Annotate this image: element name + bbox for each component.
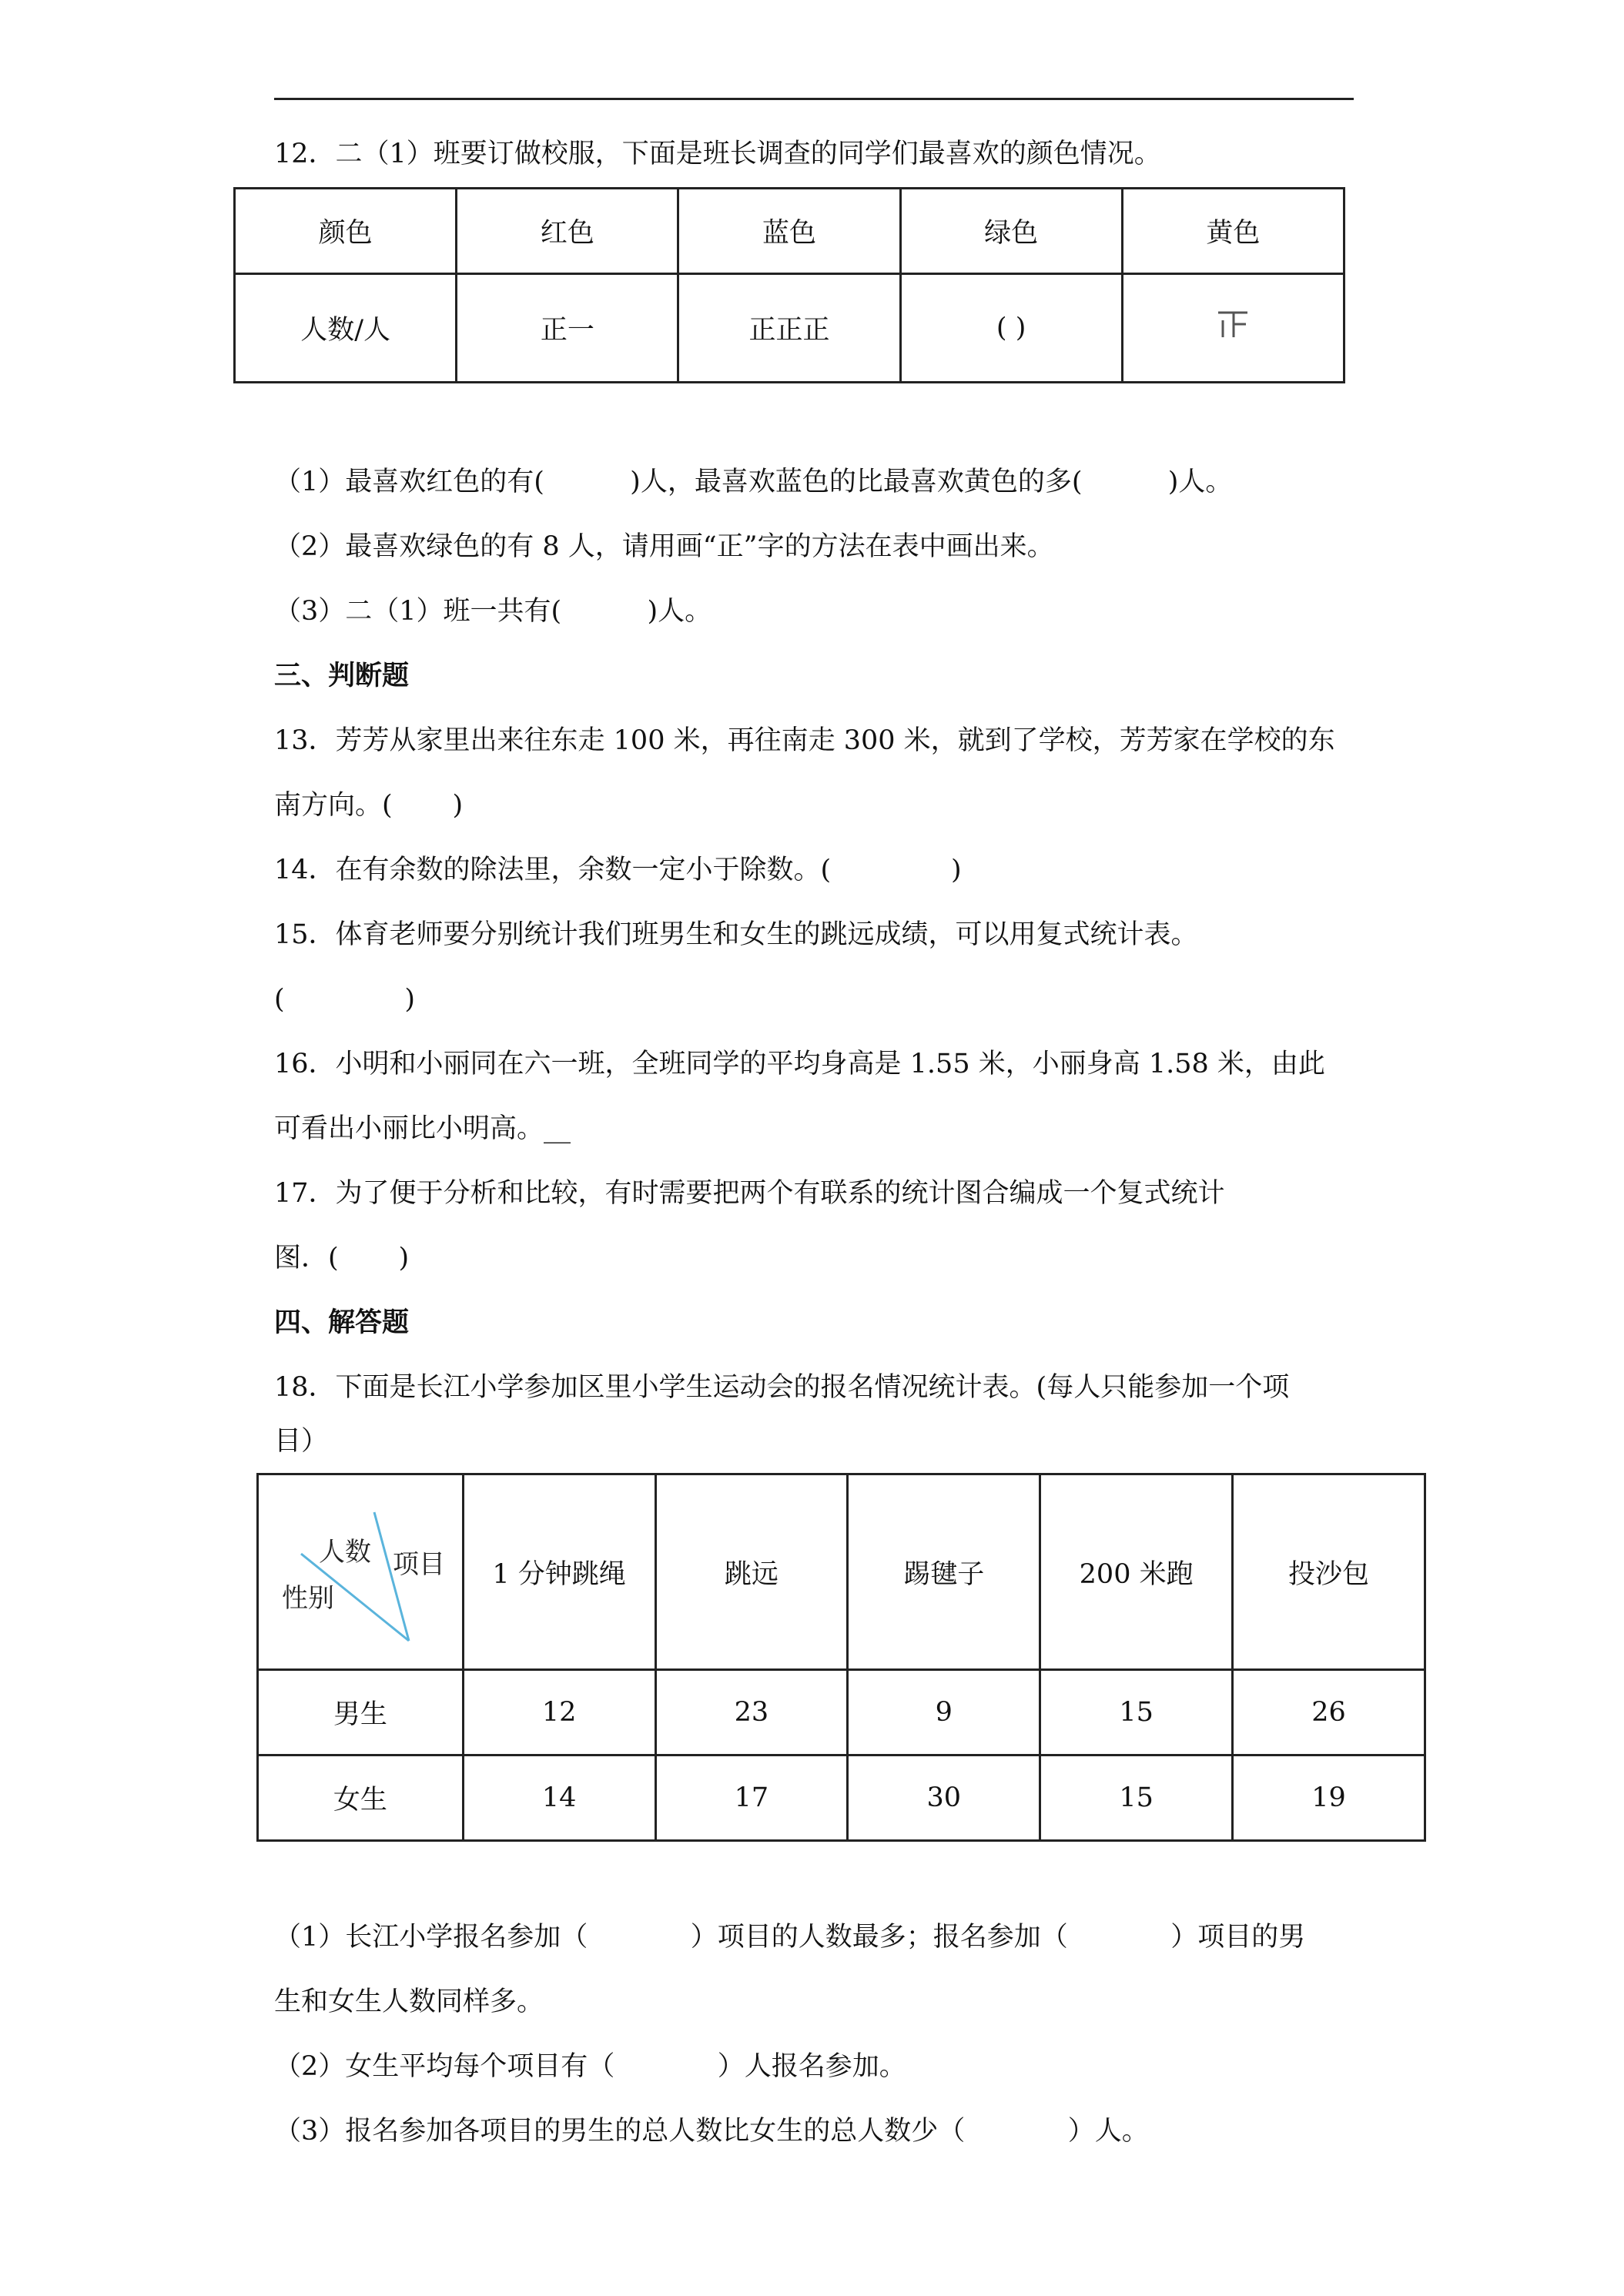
row-label: 人数/人 [235,274,457,383]
q18-line1: 18．下面是长江小学参加区里小学生运动会的报名情况统计表。(每人只能参加一个项 [274,1372,1290,1403]
table-cell: 15 [1040,1670,1233,1755]
row-label: 女生 [258,1755,464,1841]
header-cell: 1 分钟跳绳 [463,1474,655,1670]
q17-line2: 图．( ) [274,1243,410,1274]
q15-line2: ( ) [274,984,416,1015]
q12-sub3: （3）二（1）班一共有( )人。 [274,596,712,627]
q17-line1: 17．为了便于分析和比较，有时需要把两个有联系的统计图合编成一个复式统计 [274,1178,1225,1209]
diag-label-renshu: 人数 [319,1537,371,1568]
table-cell: 17 [655,1755,848,1841]
table-cell: 14 [463,1755,655,1841]
q18-sub1-line1: （1）长江小学报名参加（ ）项目的人数最多；报名参加（ ）项目的男 [274,1922,1306,1953]
table-cell: 9 [848,1670,1040,1755]
yellow-tally-cell [1122,274,1344,383]
section-heading-judgement: 三、判断题 [274,660,410,691]
partial-zheng-tally-icon [1215,310,1251,340]
header-cell: 蓝色 [678,189,900,274]
section-heading-answer: 四、解答题 [274,1307,410,1338]
row-label: 男生 [258,1670,464,1755]
header-cell: 红色 [457,189,678,274]
header-cell: 黄色 [1122,189,1344,274]
q12-sub1: （1）最喜欢红色的有( )人，最喜欢蓝色的比最喜欢黄色的多( )人。 [274,467,1233,497]
header-cell: 200 米跑 [1040,1474,1233,1670]
header-rule [274,98,1354,100]
table-row [258,1474,1425,1670]
table-row [258,1670,1425,1755]
q18-sub2: （2）女生平均每个项目有（ ）人报名参加。 [274,2051,906,2082]
green-answer-blank[interactable]: ( ) [900,274,1122,383]
header-cell: 跳远 [655,1474,848,1670]
diag-label-xiangmu: 项目 [393,1549,445,1580]
q13-line1: 13．芳芳从家里出来往东走 100 米，再往南走 300 米，就到了学校，芳芳家在学校的东 [274,725,1335,756]
header-cell: 踢毽子 [848,1474,1040,1670]
q18-line2: 目） [274,1426,329,1457]
q14: 14．在有余数的除法里，余数一定小于除数。( ) [274,855,962,885]
table-row [258,1755,1425,1841]
q12-title: 12．二（1）班要订做校服，下面是班长调查的同学们最喜欢的颜色情况。 [274,139,1161,169]
header-cell: 绿色 [900,189,1122,274]
q18-sub3: （3）报名参加各项目的男生的总人数比女生的总人数少（ ）人。 [274,2116,1149,2147]
q16-line2: 可看出小丽比小明高。__ [274,1113,571,1144]
table-cell: 26 [1233,1670,1425,1755]
color-survey-table [233,187,1345,383]
q18-sub1-line2: 生和女生人数同样多。 [274,1986,544,2017]
table-cell: 30 [848,1755,1040,1841]
header-cell: 投沙包 [1233,1474,1425,1670]
diagonal-header-cell [258,1474,464,1670]
table-cell: 23 [655,1670,848,1755]
table-cell: 19 [1233,1755,1425,1841]
table-row [235,189,1344,274]
q12-sub2: （2）最喜欢绿色的有 8 人，请用画“正”字的方法在表中画出来。 [274,531,1054,562]
sports-registration-table [256,1473,1426,1842]
q15-line1: 15．体育老师要分别统计我们班男生和女生的跳远成绩，可以用复式统计表。 [274,919,1198,950]
table-cell: 正一 [457,274,678,383]
header-cell: 颜色 [235,189,457,274]
q16-line1: 16．小明和小丽同在六一班，全班同学的平均身高是 1.55 米，小丽身高 1.58 米，由此 [274,1049,1325,1079]
table-cell: 正正正 [678,274,900,383]
diag-label-xingbie: 性别 [282,1583,334,1614]
table-row [235,274,1344,383]
table-cell: 12 [463,1670,655,1755]
table-cell: 15 [1040,1755,1233,1841]
q13-line2: 南方向。( ) [274,790,464,821]
